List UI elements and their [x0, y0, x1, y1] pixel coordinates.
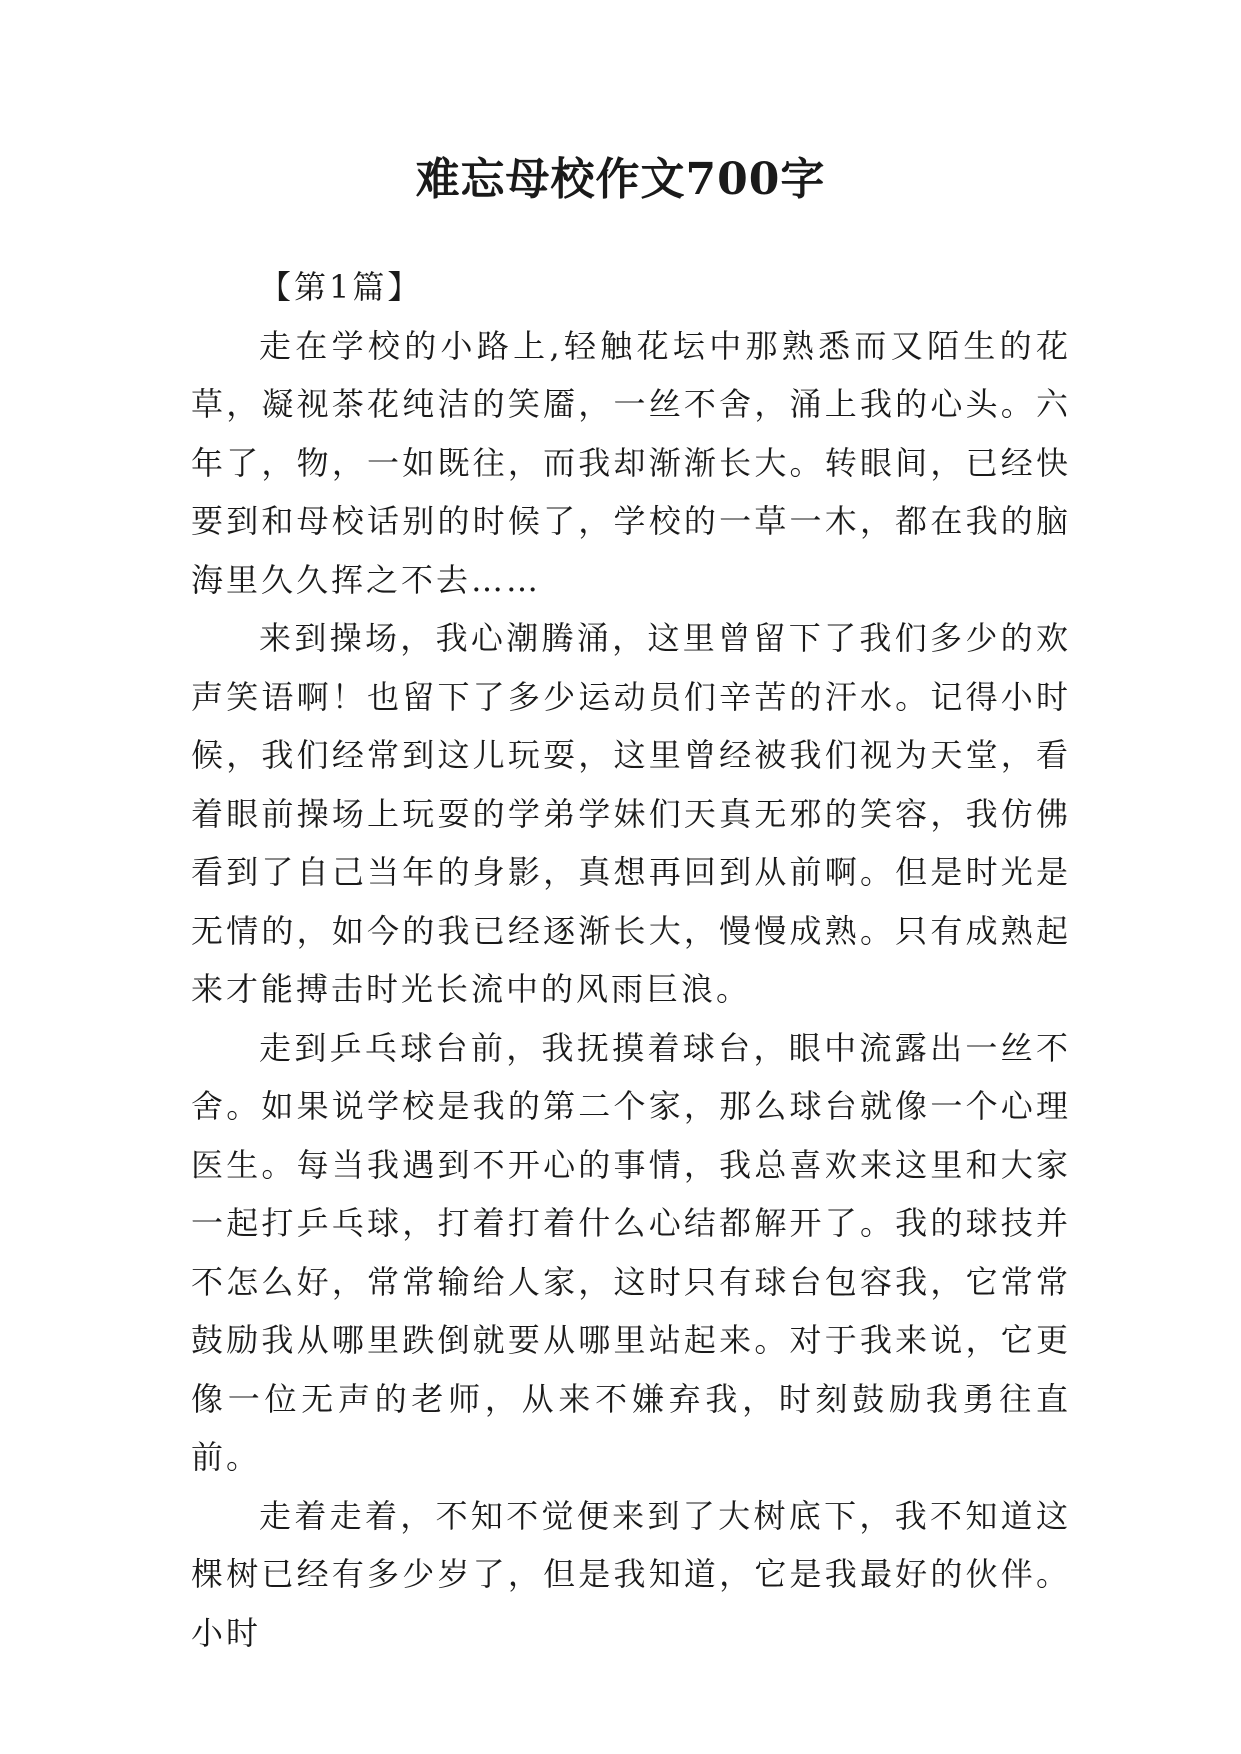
paragraph-4: 走着走着，不知不觉便来到了大树底下，我不知道这棵树已经有多少岁了，但是我知道，它是我最好的伙伴。小时: [191, 1496, 1071, 1652]
document-body: [191, 258, 1071, 1662]
paragraph-2: 来到操场，我心潮腾涌，这里曾留下了我们多少的欢声笑语啊！也留下了多少运动员们辛苦的汗水。记得小时候，我们经常到这儿玩耍，这里曾经被我们视为天堂，看着眼前操场上玩耍的学弟学妹们天真无邪的笑容，我仿佛看到了自己当年的身影，真想再回到从前啊。但是时光是无情的，如今的我已经逐渐长大，慢慢成熟。只有成熟起来才能搏击时光长流中的风雨巨浪。: [191, 619, 1071, 1008]
document-title: 难忘母校作文700字: [415, 154, 826, 205]
paragraph-1: 走在学校的小路上,轻触花坛中那熟悉而又陌生的花草，凝视茶花纯洁的笑靥，一丝不舍，涌上我的心头。六年了，物，一如既往，而我却渐渐长大。转眼间，已经快要到和母校话别的时候了，学校的一草一木，都在我的脑海里久久挥之不去……: [191, 326, 1071, 599]
section-label: 【第1篇】: [259, 268, 423, 306]
paragraph-3: 走到乒乓球台前，我抚摸着球台，眼中流露出一丝不舍。如果说学校是我的第二个家，那么球台就像一个心理医生。每当我遇到不开心的事情，我总喜欢来这里和大家一起打乒乓球，打着打着什么心结都解开了。我的球技并不怎么好，常常输给人家，这时只有球台包容我，它常常鼓励我从哪里跌倒就要从哪里站起来。对于我来说，它更像一位无声的老师，从来不嫌弃我，时刻鼓励我勇往直前。: [191, 1028, 1071, 1476]
